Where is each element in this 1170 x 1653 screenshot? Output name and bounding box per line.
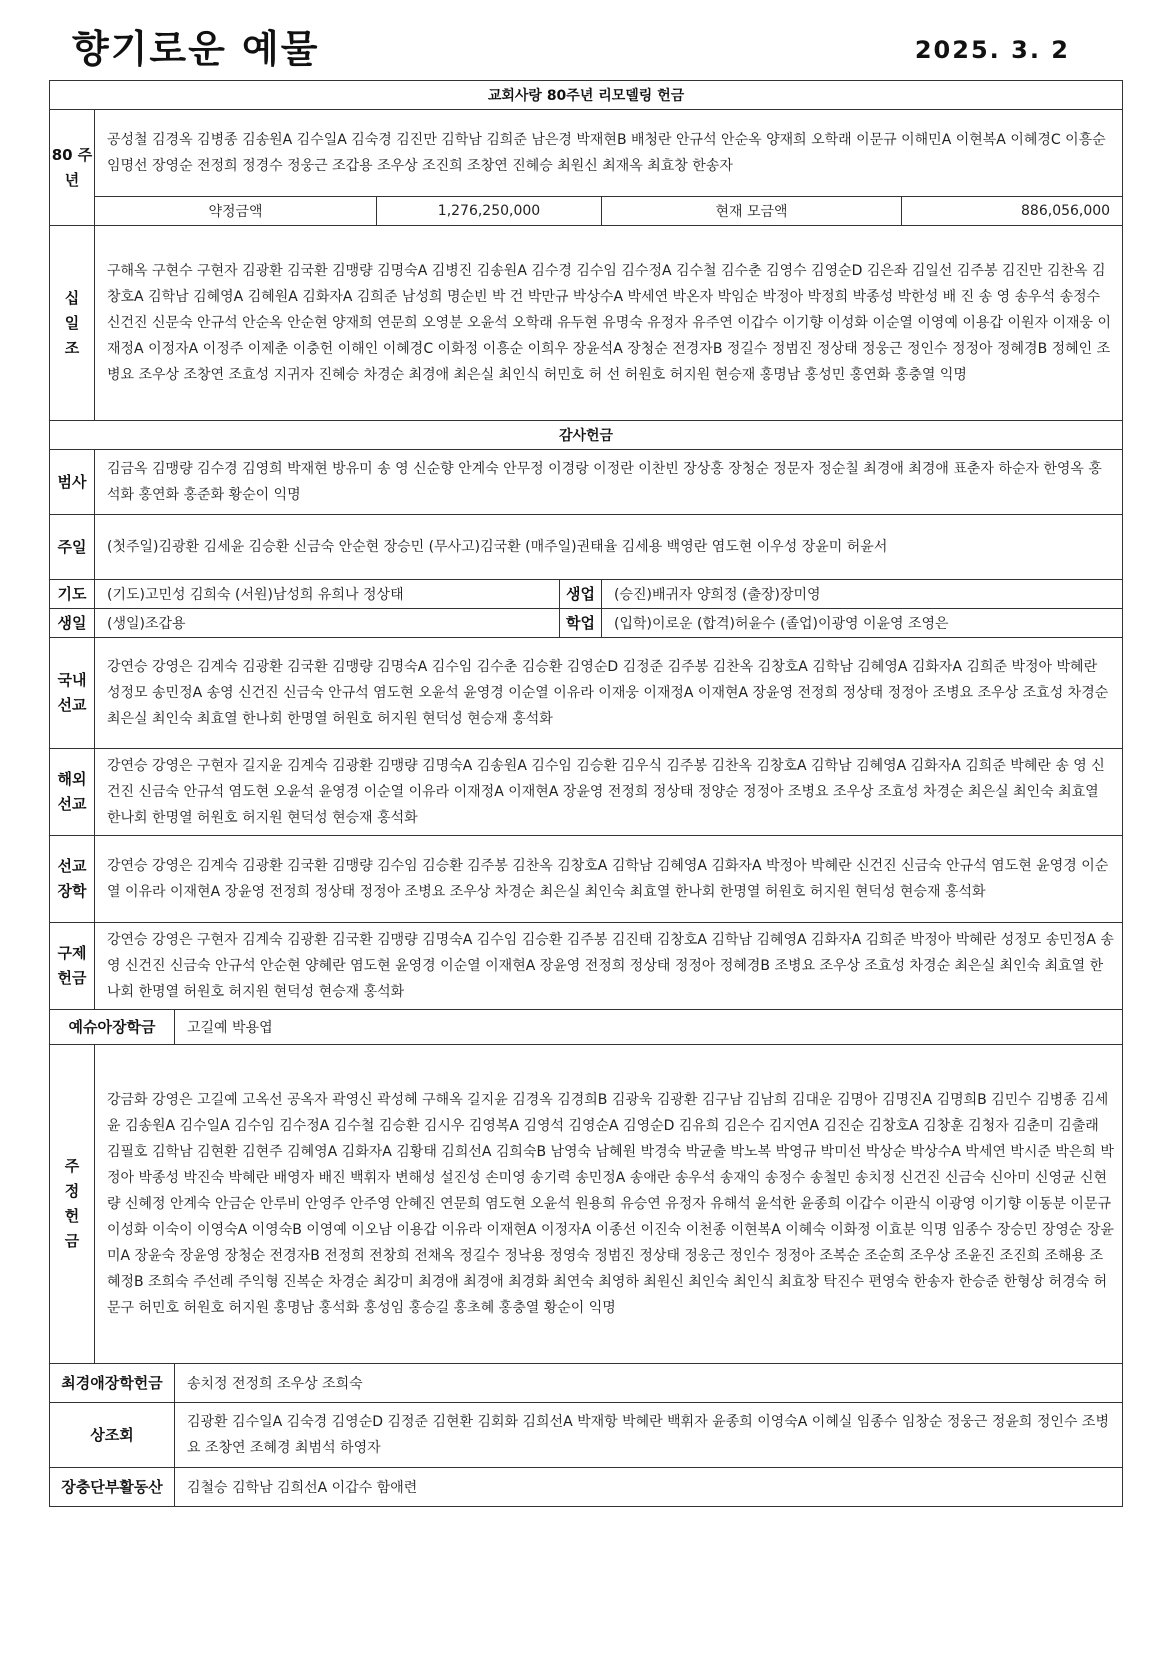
label-study: 학업 — [560, 609, 602, 638]
label-weekly: 주 정 헌 금 — [50, 1045, 95, 1364]
row-pledge — [50, 197, 1123, 226]
names-birthday: (생일)조갑용 — [95, 609, 560, 638]
pledge-value: 1,276,250,000 — [377, 197, 602, 226]
row-mutual-aid — [50, 1403, 1123, 1468]
label-mission-scholarship: 선교 장학 — [50, 836, 95, 923]
names-yeshua-scholarship: 고길예 박용엽 — [175, 1010, 1123, 1045]
names-choi-scholarship: 송치정 전정희 조우상 조희숙 — [175, 1364, 1123, 1403]
label-prayer: 기도 — [50, 580, 95, 609]
names-overseas-mission: 강연승 강영은 구현자 길지윤 김계숙 김광환 김맹량 김명숙A 김송원A 김수임 김승환 김우식 김주봉 김찬옥 김창호A 김학남 김혜영A 김화자A 김희준 박혜란 송 영 신건진 신금숙 안규석 염도현 오윤석 윤영경 이순열 이유라 이재정A 이재현A 장윤영 전정희 정상태 정양순 정정아 조병요 조우상 조효성 차경순 최은실 최인숙 최효열 한나회 한명열 허원호 허지원 현덕성 현승재 홍석화 — [95, 749, 1123, 836]
row-weekly — [50, 1045, 1123, 1364]
names-tithe: 구해옥 구현수 구현자 김광환 김국환 김맹량 김명숙A 김병진 김송원A 김수경 김수임 김수정A 김수철 김수춘 김영수 김영순D 김은좌 김일선 김주봉 김진만 김찬옥 김창호A 김학남 김혜영A 김혜원A 김화자A 김희준 남성희 명순빈 박 건 박만규 박상수A 박세연 박온자 박임순 박정아 박정희 박종성 박한성 배 진 송 영 송우석 송정수 신건진 신문숙 안규석 안순옥 안순현 양재희 연문희 오영분 오윤석 오학래 유두현 유명숙 유정자 유주연 이갑수 이기향 이성화 이순열 이영예 이용갑 이원자 이재웅 이재정A 이정자A 이정주 이제춘 이충헌 이해인 이혜경C 이화정 이흥순 이희우 장윤석A 장청순 전경자B 정길수 정범진 정상태 정웅근 정인수 정정아 정혜경B 정혜인 조병요 조우상 조창연 조효성 지귀자 진혜승 차경순 최경애 최은실 최인식 허민호 허 선 허원호 허지원 현승재 홍명남 홍성민 홍연화 홍충열 익명 — [95, 226, 1123, 421]
row-beomsa — [50, 450, 1123, 515]
row-prayer-business — [50, 580, 1123, 609]
page-title: 향기로운 예물 — [72, 27, 320, 71]
label-domestic-mission: 국내 선교 — [50, 638, 95, 749]
label-yeshua-scholarship: 예슈아장학금 — [50, 1010, 175, 1045]
remodel-section-title: 교회사랑 80주년 리모델링 헌금 — [50, 81, 1123, 110]
row-domestic-mission — [50, 638, 1123, 749]
label-business: 생업 — [560, 580, 602, 609]
label-overseas-mission: 해외 선교 — [50, 749, 95, 836]
offering-table — [49, 80, 1123, 1507]
current-label: 현재 모금액 — [602, 197, 902, 226]
row-80th — [50, 110, 1123, 197]
thanks-header-row — [50, 421, 1123, 450]
label-80th: 80 주년 — [50, 110, 95, 226]
names-domestic-mission: 강연승 강영은 김계숙 김광환 김국환 김맹량 김명숙A 김수임 김수춘 김승환 김영순D 김정준 김주봉 김찬옥 김창호A 김학남 김혜영A 김화자A 김희준 박정아 박혜란 성정모 송민정A 송영 신건진 신금숙 안규석 염도현 오윤석 윤영경 이순열 이유라 이재웅 이재정A 이재현A 장윤영 전정희 정상태 정정아 조병요 조우상 조효성 차경순 최은실 최인숙 최효열 한나회 한명열 허원호 허지원 현덕성 현승재 홍석화 — [95, 638, 1123, 749]
label-juil: 주일 — [50, 515, 95, 580]
label-tithe: 십 일 조 — [50, 226, 95, 421]
row-choi-scholarship — [50, 1364, 1123, 1403]
row-birthday-study — [50, 609, 1123, 638]
row-relief — [50, 923, 1123, 1010]
label-beomsa: 범사 — [50, 450, 95, 515]
row-yeshua-scholarship — [50, 1010, 1123, 1045]
names-beomsa: 김금옥 김맹량 김수경 김영희 박재현 방유미 송 영 신순향 안계숙 안무정 이경랑 이정란 이찬빈 장상홍 장청순 정문자 정순칠 최경애 최경애 표춘자 하순자 한영옥 홍석화 홍연화 홍준화 황순이 익명 — [95, 450, 1123, 515]
names-study: (입학)이로운 (합격)허윤수 (졸업)이광영 이윤영 조영은 — [602, 609, 1123, 638]
row-overseas-mission — [50, 749, 1123, 836]
names-mission-scholarship: 강연승 강영은 김계숙 김광환 김국환 김맹량 김수임 김승환 김주봉 김찬옥 김창호A 김학남 김혜영A 김화자A 박정아 박혜란 신건진 신금숙 안규석 염도현 윤영경 이순열 이유라 이재현A 장윤영 전정희 정상태 정정아 조병요 조우상 차경순 최은실 최인숙 최효열 한나회 한명열 허원호 허지원 현덕성 현승재 홍석화 — [95, 836, 1123, 923]
row-juil — [50, 515, 1123, 580]
current-value: 886,056,000 — [902, 197, 1123, 226]
pledge-label: 약정금액 — [95, 197, 377, 226]
names-jangchung: 김철승 김학남 김희선A 이갑수 함애련 — [175, 1468, 1123, 1507]
names-mutual-aid: 김광환 김수일A 김숙경 김영순D 김정준 김현환 김회화 김희선A 박재항 박혜란 백휘자 윤종희 이영숙A 이혜실 임종수 임창순 정웅근 정윤희 정인수 조병요 조창연 조혜경 최범석 하영자 — [175, 1403, 1123, 1468]
row-mission-scholarship — [50, 836, 1123, 923]
remodel-header-row — [50, 81, 1123, 110]
label-choi-scholarship: 최경애장학헌금 — [50, 1364, 175, 1403]
names-weekly: 강금화 강영은 고길예 고옥선 공옥자 곽영신 곽성혜 구해옥 길지윤 김경옥 김경희B 김광욱 김광환 김구남 김남희 김대운 김명아 김명진A 김명희B 김민수 김병종 김세윤 김송원A 김수일A 김수임 김수정A 김수철 김승환 김시우 김영복A 김영석 김영순A 김영순D 김유희 김은수 김지연A 김진순 김창호A 김창훈 김청자 김춘미 김출래 김필호 김학남 김현환 김현주 김혜영A 김화자A 김황태 김희선A 김희숙B 남영숙 남혜원 박경숙 박균출 박노복 박영규 박미선 박상순 박상수A 박세연 박시준 박은희 박정아 박종성 박진숙 박혜란 배영자 배진 백휘자 변해성 설진성 손미영 송기력 송민정A 송애란 송우석 송재익 송정수 송철민 송치정 신건진 신금숙 신아미 신영균 신현량 신혜정 안계숙 안금순 안루비 안영주 안주영 안혜진 연문희 염도현 오윤석 원용희 유승연 유정자 유해석 윤석한 윤종희 이갑수 이관식 이광영 이기향 이동분 이문규 이성화 이숙이 이영숙A 이영숙B 이영예 이오남 이용갑 이유라 이재현A 이정자A 이종선 이진숙 이천종 이현복A 이혜숙 이화정 이효분 익명 임종수 장승민 장영순 장윤미A 장윤숙 장윤영 장청순 전경자B 전정희 전창희 전채옥 정길수 정낙용 정영숙 정범진 정상태 정웅근 정인수 정정아 조복순 조순희 조우상 조윤진 조진희 조해용 조혜정B 조희숙 주선례 주익형 진복순 차경순 최강미 최경애 최경애 최경화 최연숙 최영하 최원신 최인숙 최인식 최효창 탁진수 편영숙 한송자 한승준 한형상 허경숙 허문구 허민호 허원호 허지원 홍명남 홍석화 홍성임 홍승길 홍초혜 홍충열 황순이 익명 — [95, 1045, 1123, 1364]
names-80th: 공성철 김경옥 김병종 김송원A 김수일A 김숙경 김진만 김학남 김희준 남은경 박재현B 배청란 안규석 안순옥 양재희 오학래 이문규 이해민A 이현복A 이혜경C 이흥순 임명선 장영순 전정희 정경수 정웅근 조갑용 조우상 조진희 조창연 진혜승 최원신 최재옥 최효창 한송자 — [95, 110, 1123, 197]
page-date: 2025. 3. 2 — [914, 36, 1070, 64]
names-relief: 강연승 강영은 구현자 김계숙 김광환 김국환 김맹량 김명숙A 김수임 김승환 김주봉 김진태 김창호A 김학남 김혜영A 김화자A 김희준 박정아 박혜란 성정모 송민정A 송영 신건진 신금숙 안규석 안순현 양혜란 염도현 윤영경 이순열 이재현A 장윤영 전정희 정상태 정정아 정혜경B 조병요 조우상 조효성 차경순 최은실 최인숙 최효열 한나회 한명열 허원호 허지원 현덕성 현승재 홍석화 — [95, 923, 1123, 1010]
label-jangchung: 장충단부활동산 — [50, 1468, 175, 1507]
names-business: (승진)배귀자 양희정 (출장)장미영 — [602, 580, 1123, 609]
label-mutual-aid: 상조회 — [50, 1403, 175, 1468]
names-prayer: (기도)고민성 김희숙 (서원)남성희 유희나 정상태 — [95, 580, 560, 609]
names-juil: (첫주일)김광환 김세윤 김승환 신금숙 안순현 장승민 (무사고)김국환 (매주일)권태율 김세용 백영란 염도현 이우성 장윤미 허윤서 — [95, 515, 1123, 580]
row-jangchung — [50, 1468, 1123, 1507]
label-relief: 구제 헌금 — [50, 923, 95, 1010]
label-birthday: 생일 — [50, 609, 95, 638]
row-tithe — [50, 226, 1123, 421]
thanks-section-title: 감사헌금 — [50, 421, 1123, 450]
